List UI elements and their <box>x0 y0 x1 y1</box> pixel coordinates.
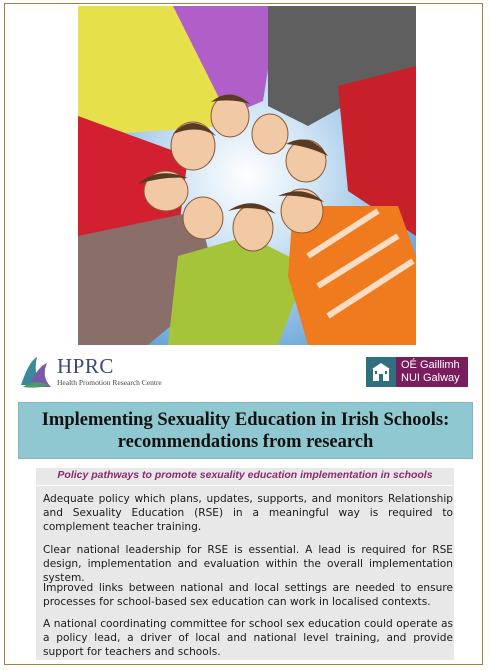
group-photo-icon <box>78 6 416 345</box>
title-line-1: Implementing Sexuality Education in Irish Schools: <box>41 410 450 430</box>
paragraph-links: Improved links between national and local settings are needed to ensure processes for school-based sex education can work in localised contexts. <box>43 582 453 608</box>
title-banner <box>18 402 473 459</box>
title-line-2: recommendations from research <box>117 432 374 452</box>
policy-heading: Policy pathways to promote sexuality education implementation in schools <box>57 469 433 481</box>
hero-photo <box>78 6 416 345</box>
nuig-line-english: NUI Galway <box>401 372 460 384</box>
heading-divider <box>37 485 453 486</box>
paragraph-committee: A national coordinating committee for school sex education could operate as a policy lead, a driver of local and national level training, and provide support for teachers and schools. <box>43 618 453 658</box>
nuig-line-irish: OÉ Gaillimh <box>401 359 460 371</box>
paragraph-policy: Adequate policy which plans, updates, supports, and monitors Relationship and Sexuality Education (RSE) in a meaningful way is required to complement teacher training. <box>43 493 453 533</box>
paragraph-leadership: Clear national leadership for RSE is essential. A lead is required for RSE design, implementation and evaluation within the overall implementation system. <box>43 544 453 584</box>
hprc-logo-icon <box>19 355 53 389</box>
hprc-title: HPRC <box>57 354 114 378</box>
document-page <box>4 3 483 665</box>
nuig-wordmark <box>396 357 468 387</box>
hprc-logo <box>19 353 199 393</box>
hprc-subtitle: Health Promotion Research Centre <box>57 378 162 387</box>
nuig-logo <box>366 357 468 387</box>
nuig-crest-icon <box>366 357 396 387</box>
